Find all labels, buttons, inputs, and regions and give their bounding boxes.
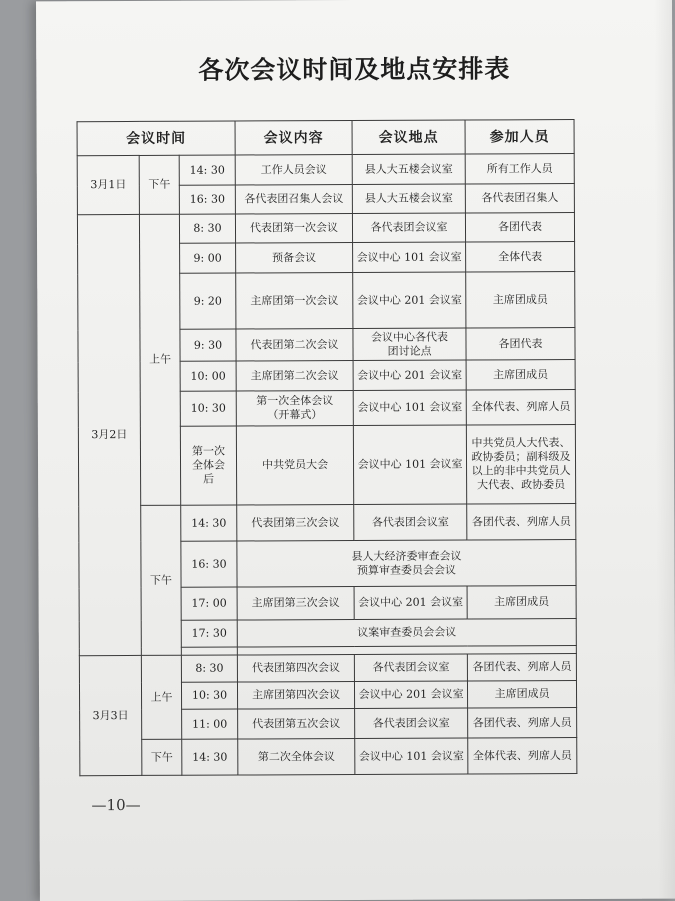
- location-cell: 各代表团会议室: [354, 654, 467, 681]
- merged-meeting-cell: 议案审查委员会会议: [237, 619, 576, 647]
- time-cell: 17: 30: [181, 620, 237, 647]
- header-attendees: 参加人员: [465, 120, 574, 154]
- content-cell: 第二次全体会议: [238, 739, 355, 776]
- location-cell: 县人大五楼会议室: [352, 154, 465, 184]
- table-row: [79, 504, 576, 542]
- content-cell: 代表团第四次会议: [237, 655, 354, 683]
- time-cell: 11: 00: [182, 709, 238, 739]
- period-cell: 上午: [141, 655, 181, 739]
- location-cell: 各代表团会议室: [352, 213, 465, 242]
- period-cell: 下午: [139, 155, 179, 214]
- date-cell: 3月3日: [79, 655, 142, 775]
- table-row: [77, 213, 574, 244]
- attendees-cell: 主席团成员: [468, 681, 577, 708]
- content-cell: 代表团第三次会议: [237, 505, 354, 542]
- attendees-cell: 主席团成员: [466, 360, 575, 390]
- content-cell: 中共党员大会: [236, 426, 353, 506]
- time-cell: 14: 30: [179, 155, 235, 185]
- page-edge-shadow: [654, 0, 675, 899]
- attendees-cell: 所有工作人员: [465, 154, 574, 184]
- merged-meeting-line: 预算审查委员会会议: [356, 563, 457, 577]
- empty-cell: [181, 647, 237, 655]
- attendees-cell: 各团代表、列席人员: [467, 504, 576, 540]
- period-cell: 上午: [139, 214, 180, 505]
- time-cell: 8: 30: [179, 214, 235, 243]
- document-page: [36, 0, 675, 901]
- table-row: [77, 154, 574, 186]
- location-cell: 会议中心 201 会议室: [353, 272, 466, 328]
- attendees-cell: 主席团成员: [467, 586, 576, 619]
- merged-meeting-cell: [237, 540, 576, 587]
- location-cell: 县人大五楼会议室: [352, 184, 465, 213]
- header-content: 会议内容: [235, 121, 352, 156]
- attendees-cell: 各团代表、列席人员: [468, 708, 577, 738]
- time-cell: 9: 20: [180, 273, 236, 329]
- attendees-cell: 各团代表: [465, 213, 574, 242]
- date-cell: 3月1日: [77, 155, 139, 214]
- page-number: —10—: [91, 795, 141, 815]
- content-cell: 第一次全体会议（开幕式）: [236, 391, 353, 427]
- time-cell: 14: 30: [181, 505, 237, 541]
- content-cell: 预备会议: [236, 243, 353, 274]
- content-cell: 代表团第二次会议: [236, 329, 353, 362]
- content-cell: 主席团第三次会议: [237, 587, 354, 621]
- merged-meeting-line: 县人大经济委审查会议: [351, 549, 462, 563]
- time-cell: 8: 30: [181, 655, 237, 682]
- content-cell: 工作人员会议: [235, 155, 352, 186]
- content-cell: 主席团第二次会议: [236, 361, 353, 392]
- time-cell: 16: 30: [179, 185, 235, 214]
- table-row: [80, 738, 577, 776]
- location-cell: 会议中心各代表团讨论点: [353, 328, 466, 360]
- attendees-cell: 全体代表、列席人员: [468, 738, 577, 774]
- time-cell: 10: 30: [181, 682, 237, 709]
- time-cell: 16: 30: [181, 541, 237, 587]
- location-cell: 会议中心 101 会议室: [353, 242, 466, 272]
- attendees-cell: 中共党员人大代表、政协委员；副科级及以上的非中共党员人大代表、政协委员: [466, 425, 575, 504]
- location-cell: 各代表团会议室: [355, 708, 468, 738]
- location-cell: 会议中心 201 会议室: [355, 681, 468, 708]
- header-time: 会议时间: [77, 121, 235, 156]
- table-row: [79, 654, 576, 683]
- attendees-cell: 主席团成员: [466, 272, 575, 328]
- attendees-cell: 各团代表: [466, 328, 575, 360]
- attendees-cell: 全体代表: [466, 242, 575, 272]
- time-cell: 10: 00: [180, 361, 236, 391]
- header-location: 会议地点: [352, 120, 465, 154]
- attendees-cell: 各代表团召集人: [465, 184, 574, 213]
- content-cell: 代表团第五次会议: [238, 709, 355, 740]
- location-cell: 会议中心 101 会议室: [353, 390, 466, 425]
- time-cell: 第一次全体会后: [180, 426, 236, 505]
- content-cell: 主席团第一次会议: [236, 273, 353, 330]
- attendees-cell: 全体代表、列席人员: [466, 390, 575, 425]
- date-cell: 3月2日: [77, 214, 141, 655]
- location-cell: 会议中心 201 会议室: [353, 360, 466, 390]
- time-cell: 9: 30: [180, 329, 236, 361]
- page-title: 各次会议时间及地点安排表: [198, 54, 511, 85]
- time-cell: 14: 30: [182, 739, 238, 775]
- period-cell: 下午: [141, 505, 182, 655]
- attendees-cell: 各团代表、列席人员: [467, 654, 576, 681]
- content-cell: 主席团第四次会议: [238, 682, 355, 710]
- schedule-table: [77, 119, 578, 776]
- location-cell: 会议中心 201 会议室: [354, 586, 467, 619]
- period-cell: 下午: [142, 739, 182, 775]
- table-header-row: [77, 120, 574, 156]
- location-cell: 会议中心 101 会议室: [353, 425, 466, 504]
- time-cell: 17: 00: [181, 587, 237, 620]
- time-cell: 10: 30: [180, 391, 236, 426]
- location-cell: 会议中心 101 会议室: [355, 738, 468, 774]
- location-cell: 各代表团会议室: [354, 504, 467, 540]
- content-cell: 各代表团召集人会议: [235, 185, 352, 215]
- time-cell: 9: 00: [180, 243, 236, 273]
- content-cell: 代表团第一次会议: [235, 214, 352, 244]
